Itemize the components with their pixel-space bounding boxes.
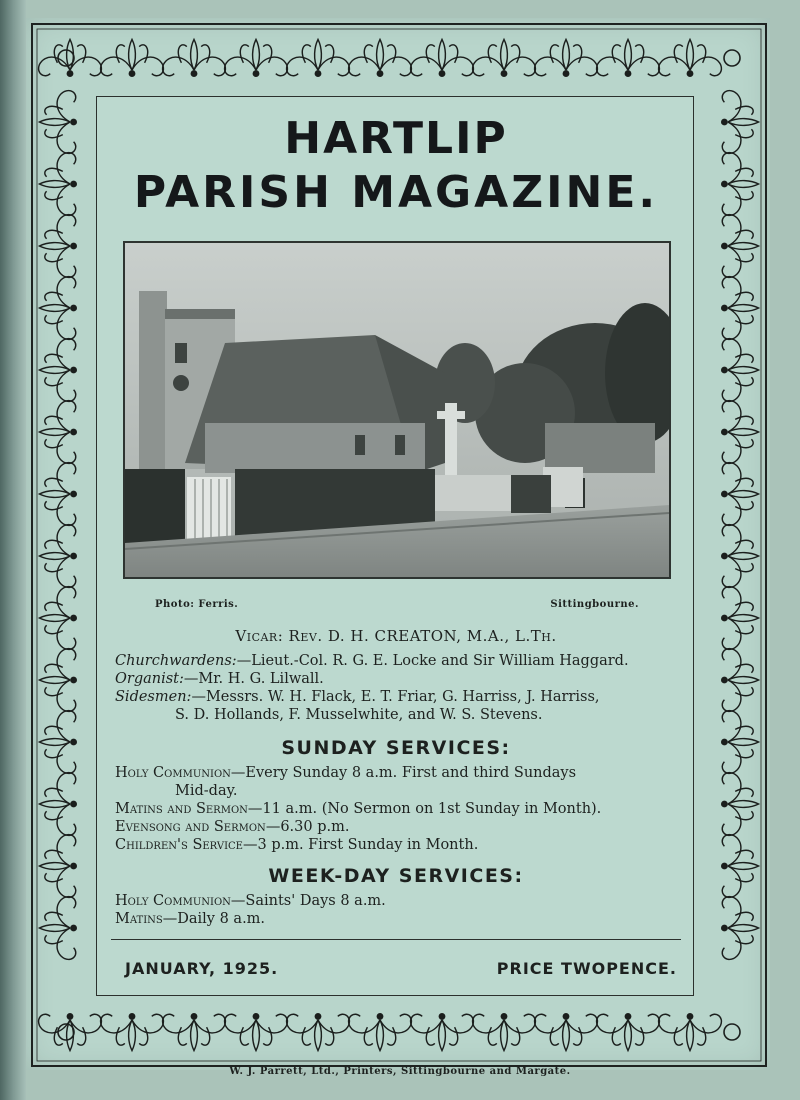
sunday-service-item xyxy=(115,765,576,781)
service-text: —Daily 8 a.m. xyxy=(162,911,266,927)
service-text: Mid-day. xyxy=(175,783,238,799)
church-photograph xyxy=(123,241,671,579)
weekday-service-item xyxy=(115,911,265,927)
content-panel xyxy=(96,96,694,996)
organist-line xyxy=(115,671,324,687)
weekday-service-item xyxy=(115,893,386,909)
sunday-service-item xyxy=(115,837,478,853)
photo-credit: Photo: Ferris. xyxy=(155,599,239,610)
sunday-service-item xyxy=(115,801,601,817)
church-photo-icon xyxy=(125,243,669,577)
service-text: —Saints' Days 8 a.m. xyxy=(230,893,386,909)
weekday-services-heading: WEEK-DAY SERVICES: xyxy=(268,865,524,887)
service-label: Holy Communion xyxy=(115,765,231,781)
service-label: Holy Communion xyxy=(115,893,231,909)
sidesmen-line-2: S. D. Hollands, F. Musselwhite, and W. S. Stevens. xyxy=(175,707,543,723)
organist-label: Organist: xyxy=(115,671,184,687)
service-label: Children's Service xyxy=(115,837,243,853)
sidesmen-text: —Messrs. W. H. Flack, E. T. Friar, G. Harriss, J. Harriss, xyxy=(191,689,600,705)
service-text: —6.30 p.m. xyxy=(265,819,350,835)
organist-text: —Mr. H. G. Lilwall. xyxy=(183,671,324,687)
sunday-services-heading: SUNDAY SERVICES: xyxy=(281,737,511,759)
sunday-service-item xyxy=(115,819,349,835)
sunday-service-item xyxy=(175,783,237,799)
book-spine-shadow xyxy=(0,0,26,1100)
churchwardens-label: Churchwardens: xyxy=(115,653,237,669)
masthead-title-line1: HARTLIP xyxy=(284,113,508,164)
service-text: —Every Sunday 8 a.m. First and third Sundays xyxy=(230,765,577,781)
service-label: Evensong and Sermon xyxy=(115,819,266,835)
issue-date: JANUARY, 1925. xyxy=(125,959,279,978)
sidesmen-line xyxy=(115,689,600,705)
churchwardens-text: —Lieut.-Col. R. G. E. Locke and Sir William Haggard. xyxy=(236,653,629,669)
service-text: —3 p.m. First Sunday in Month. xyxy=(242,837,479,853)
masthead-title-line2: PARISH MAGAZINE. xyxy=(133,167,659,218)
vicar-line xyxy=(97,627,695,645)
sidesmen-label: Sidesmen: xyxy=(115,689,192,705)
service-text: —11 a.m. (No Sermon on 1st Sunday in Month). xyxy=(247,801,602,817)
service-label: Matins and Sermon xyxy=(115,801,248,817)
printer-imprint: W. J. Parrett, Ltd., Printers, Sittingbourne and Margate. xyxy=(229,1066,571,1077)
photo-location: Sittingbourne. xyxy=(550,599,639,610)
divider xyxy=(111,939,681,940)
churchwardens-line xyxy=(115,653,629,669)
service-label: Matins xyxy=(115,911,163,927)
issue-price: PRICE TWOPENCE. xyxy=(496,959,677,978)
vicar-label: Vicar: xyxy=(235,627,284,645)
vicar-name: Rev. D. H. CREATON, M.A., L.Th. xyxy=(288,627,557,645)
